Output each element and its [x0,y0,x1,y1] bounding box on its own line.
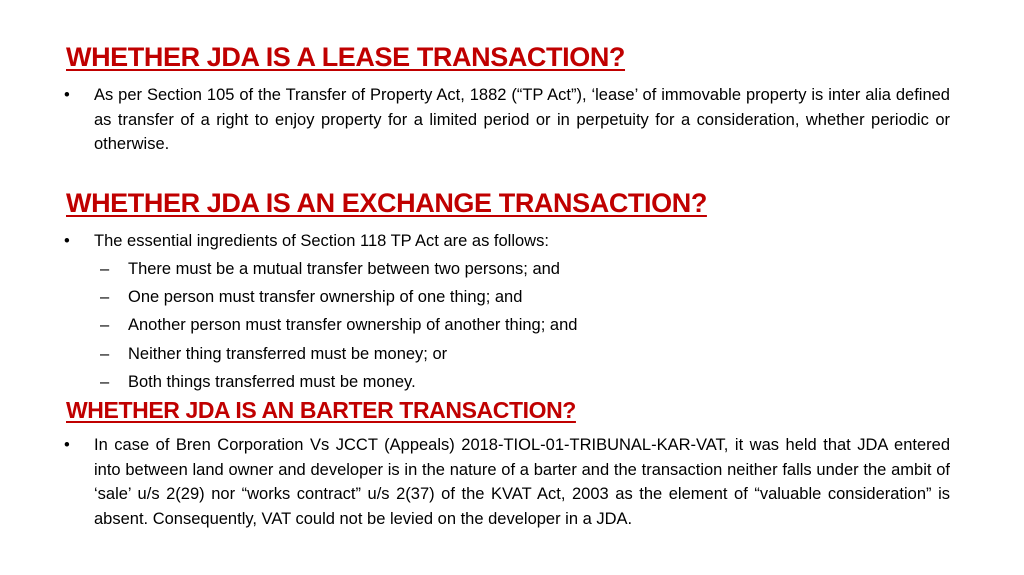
bullet-exchange [64,229,950,254]
list-item-text: Neither thing transferred must be money; or [128,344,448,363]
list-item-text: Another person must transfer ownership of another thing; and [128,316,578,335]
list-item-text: Both things transferred must be money. [128,372,416,391]
dash-marker: – [100,288,110,307]
bullet-marker: • [64,232,70,250]
list-item-text: One person must transfer ownership of one thing; and [128,288,523,307]
bullet-barter [64,433,950,531]
bullet-lease [64,83,950,157]
exchange-ingredients-list [100,257,800,398]
list-item [100,313,800,341]
section-heading-exchange: WHETHER JDA IS AN EXCHANGE TRANSACTION? [66,188,707,218]
bullet-text-exchange: The essential ingredients of Section 118 TP Act are as follows: [94,232,549,250]
dash-marker: – [100,316,110,335]
list-item-text: There must be a mutual transfer between two persons; and [128,260,560,278]
bullet-marker: • [64,436,70,454]
dash-marker: – [100,260,110,278]
dash-marker: – [100,344,110,363]
bullet-text-barter: In case of Bren Corporation Vs JCCT (Appeals) 2018-TIOL-01-TRIBUNAL-KAR-VAT, it was held that JDA entered into between land owner and developer is in the nature of a barter and the transaction neither falls under the ambit of ‘sale’ u/s 2(29) nor “works contract” u/s 2(37) of the KVAT Act, 2003 as the element of “valuable consideration” is absent. Consequently, VAT could not be levied on the developer in a JDA. [94,436,950,528]
list-item [100,285,800,313]
bullet-text-lease: As per Section 105 of the Transfer of Property Act, 1882 (“TP Act”), ‘lease’ of immovable property is inter alia defined as transfer of a right to enjoy property for a limited period or in perpetuity for a consideration, whether periodic or otherwise. [94,86,950,153]
bullet-marker: • [64,86,70,104]
list-item [100,257,800,285]
list-item [100,342,800,370]
list-item [100,370,800,398]
dash-marker: – [100,372,110,391]
section-heading-lease: WHETHER JDA IS A LEASE TRANSACTION? [66,42,626,72]
section-heading-barter: WHETHER JDA IS AN BARTER TRANSACTION? [66,397,576,423]
